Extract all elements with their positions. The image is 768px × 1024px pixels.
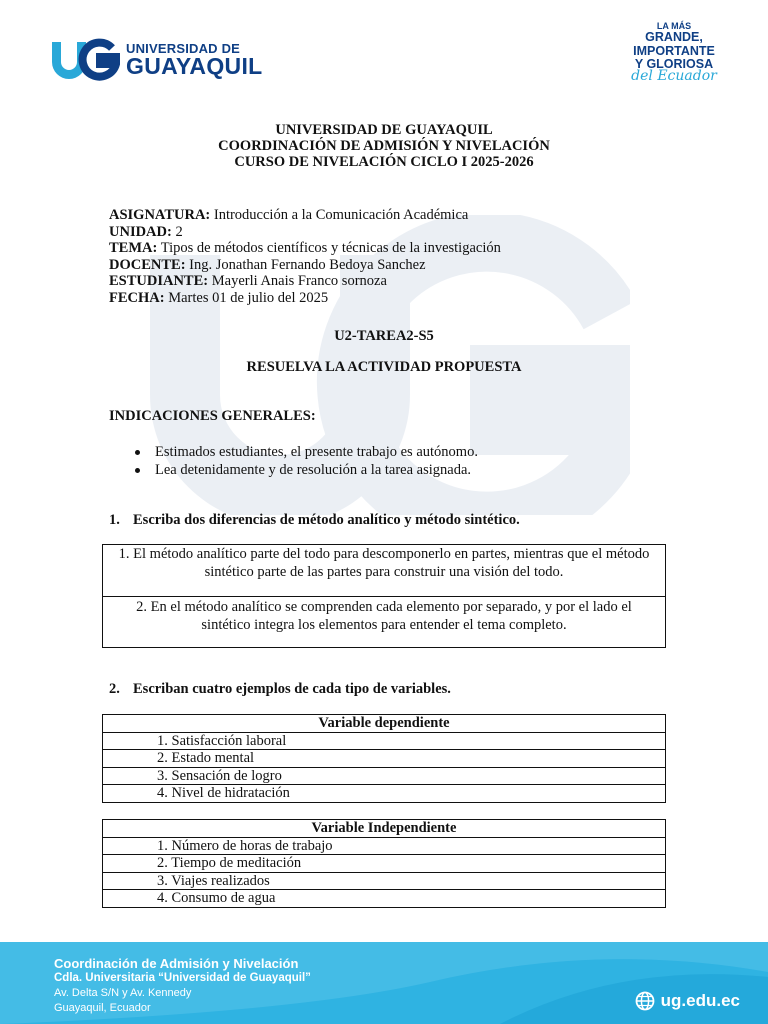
course-info xyxy=(109,207,501,306)
answer-cell: 2. En el método analítico se comprenden cada elemento por separado, y por el lado el sintético integra los elementos para entender el tema completo. xyxy=(136,599,632,633)
table-header: Variable dependiente xyxy=(103,715,666,733)
website-link[interactable] xyxy=(635,991,740,1011)
independent-variable-table xyxy=(102,819,666,908)
slogan-script: del Ecuador xyxy=(631,67,717,84)
info-topic: TEMA: Tipos de métodos científicos y técnicas de la investigación xyxy=(109,240,501,256)
answers-table xyxy=(102,544,666,648)
title-line-2: COORDINACIÓN DE ADMISIÓN Y NIVELACIÓN xyxy=(218,138,550,154)
university-logo xyxy=(50,36,262,84)
slogan-line-4: Y GLORIOSA xyxy=(634,56,714,71)
info-subject: ASIGNATURA: Introducción a la Comunicación Académica xyxy=(109,207,469,223)
title-line-3: CURSO DE NIVELACIÓN CICLO I 2025-2026 xyxy=(234,154,534,170)
page-footer xyxy=(0,942,768,1024)
question-2 xyxy=(109,681,451,698)
list-item: Lea detenidamente y de resolución a la tarea asignada. xyxy=(133,461,478,479)
instructions-list xyxy=(133,443,478,479)
question-number: 1. xyxy=(109,512,120,528)
slogan-logo xyxy=(628,22,720,84)
answer-cell: 1. El método analítico parte del todo para descomponerlo en partes, mientras que el método sintético parte de las partes para construir una visión del todo. xyxy=(103,545,665,597)
list-item: Estimados estudiantes, el presente trabajo es autónomo. xyxy=(133,443,478,461)
info-date: FECHA: Martes 01 de julio del 2025 xyxy=(109,289,329,306)
document-titles xyxy=(0,122,768,170)
slogan-line-2: GRANDE, xyxy=(645,30,703,45)
ug-logo-icon xyxy=(50,38,120,82)
info-student: ESTUDIANTE: Mayerli Anais Franco sornoza xyxy=(109,273,387,289)
question-text: Escriban cuatro ejemplos de cada tipo de variables. xyxy=(133,681,451,697)
activity-title: RESUELVA LA ACTIVIDAD PROPUESTA xyxy=(246,359,522,375)
website-text: ug.edu.ec xyxy=(660,991,740,1010)
table-row: 4. Nivel de hidratación xyxy=(103,785,666,803)
table-row: 3. Sensación de logro xyxy=(103,767,666,785)
info-teacher: DOCENTE: Ing. Jonathan Fernando Bedoya Sanchez xyxy=(109,256,426,273)
slogan-line-1: LA MÁS xyxy=(656,21,692,31)
title-line-1: UNIVERSIDAD DE GUAYAQUIL xyxy=(275,122,493,138)
globe-icon xyxy=(635,991,655,1011)
table-row: 3. Viajes realizados xyxy=(103,872,666,890)
footer-campus: Cdla. Universitaria “Universidad de Guayaquil” xyxy=(54,972,311,984)
footer-city: Guayaquil, Ecuador xyxy=(54,1002,151,1014)
info-unit: UNIDAD: 2 xyxy=(109,223,183,240)
logo-line-2: GUAYAQUIL xyxy=(126,53,263,79)
table-row: 1. Número de horas de trabajo xyxy=(103,837,666,855)
question-1 xyxy=(109,512,520,529)
table-row: 4. Consumo de agua xyxy=(103,890,666,908)
question-number: 2. xyxy=(109,681,120,697)
table-header: Variable Independiente xyxy=(103,820,666,838)
footer-address: Av. Delta S/N y Av. Kennedy xyxy=(54,987,192,999)
table-row: 2. Tiempo de meditación xyxy=(103,855,666,873)
table-row: 1. Satisfacción laboral xyxy=(103,732,666,750)
task-code: U2-TAREA2-S5 xyxy=(334,328,434,344)
general-instructions-heading: INDICACIONES GENERALES: xyxy=(109,408,316,424)
footer-title: Coordinación de Admisión y Nivelación xyxy=(54,956,299,971)
dependent-variable-table xyxy=(102,714,666,803)
logo-line-1: UNIVERSIDAD DE xyxy=(126,41,241,56)
table-row: 2. Estado mental xyxy=(103,750,666,768)
slogan-line-3: IMPORTANTE xyxy=(633,43,715,58)
question-text: Escriba dos diferencias de método analítico y método sintético. xyxy=(133,512,520,528)
